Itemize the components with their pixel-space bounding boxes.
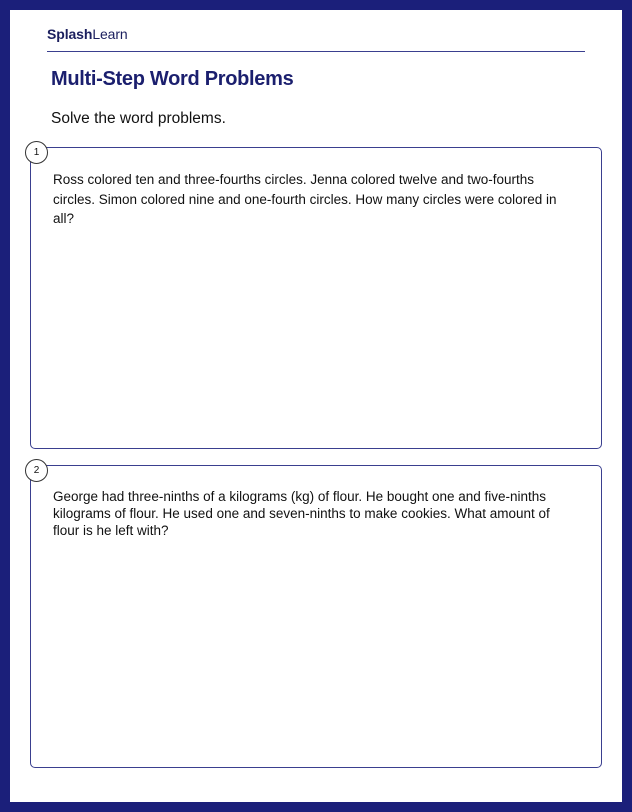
problem-text-2: George had three-ninths of a kilograms (kg) of flour. He bought one and five-ninths kilograms of flour. He used one and seven-ninths to make cookies. What amount of flour is he left with? bbox=[53, 489, 550, 538]
problem-number-badge-2: 2 bbox=[25, 459, 48, 482]
splashlearn-logo bbox=[47, 26, 128, 42]
problem-text-1: Ross colored ten and three-fourths circles. Jenna colored twelve and two-fourths circles. Simon colored nine and one-fourth circles. How many circles were colored in all? bbox=[53, 172, 557, 226]
problem-box-1 bbox=[30, 147, 602, 449]
problem-box-2 bbox=[30, 465, 602, 768]
worksheet-instructions: Solve the word problems. bbox=[51, 110, 226, 127]
problem-number-badge-1: 1 bbox=[25, 141, 48, 164]
logo-text-bold: Splash bbox=[47, 26, 93, 42]
worksheet-title: Multi-Step Word Problems bbox=[51, 68, 294, 90]
logo-text-regular: Learn bbox=[92, 26, 128, 42]
header-divider bbox=[47, 51, 585, 52]
